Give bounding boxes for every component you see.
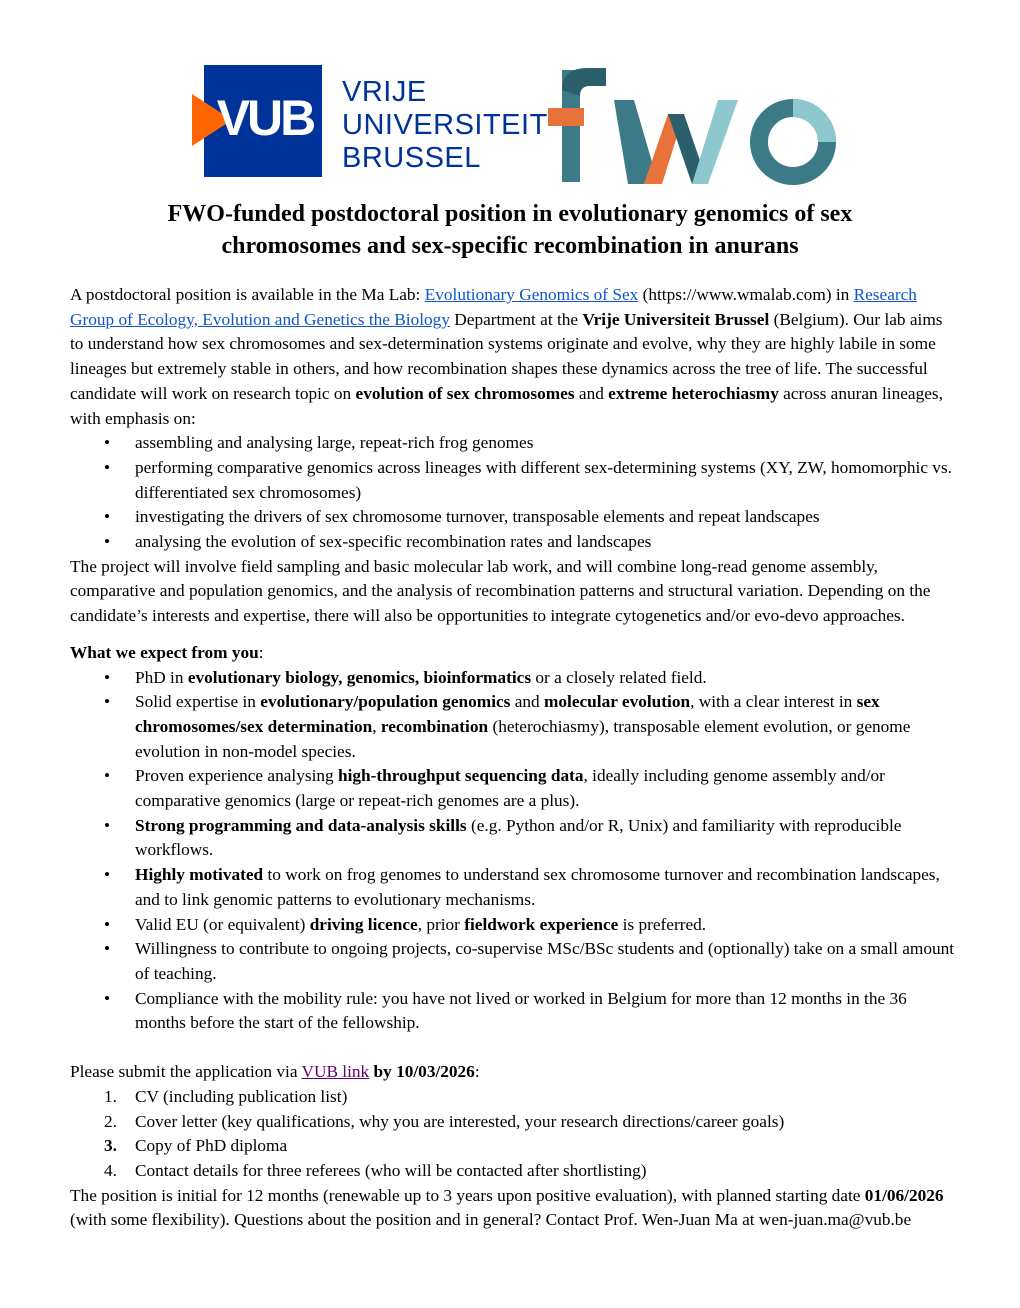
list-item: • Highly motivated to work on frog genomes to understand sex chromosome turnover and recombination landscapes, and to link genomic patterns to evolutionary mechanisms. [70,863,960,912]
fwo-logo-graphic [548,60,848,186]
list-item: • performing comparative genomics across lineages with different sex-determining systems (XY, ZW, homomorphic vs. differentiated sex chromosomes) [70,456,960,505]
expect-heading: What we expect from you: [70,642,264,662]
list-item: • assembling and analysing large, repeat-rich frog genomes [70,431,960,456]
list-item: 2. Cover letter (key qualifications, why you are interested, your research directions/career goals) [104,1111,785,1131]
fwo-w-stroke-1 [614,100,652,184]
fwo-w-stroke-4 [692,100,738,184]
list-item: • Compliance with the mobility rule: you have not lived or worked in Belgium for more than 12 months in the 36 months before the start of the fellowship. [70,987,960,1036]
list-item: • Strong programming and data-analysis skills (e.g. Python and/or R, Unix) and familiarity with reproducible workflows. [70,814,960,863]
list-item: 4. Contact details for three referees (who will be contacted after shortlisting) [104,1160,647,1180]
documents-list [70,1085,960,1184]
title-line: FWO-funded postdoctoral position in evolutionary genomics of sex [167,201,853,227]
list-item: • Proven experience analysing high-throughput sequencing data, ideally including genome assembly and/or comparative genomics (large or repeat-rich genomes are a plus). [70,764,960,813]
closing-paragraph: The position is initial for 12 months (renewable up to 3 years upon positive evaluation), with planned starting date 01/06/2026 (with some flexibility). Questions about the position and in general? Contact Prof. Wen-Juan Ma at wen-juan.ma@vub.be [70,1185,944,1230]
vub-logo-name [342,76,548,175]
lab-link[interactable]: Evolutionary Genomics of Sex [424,285,639,304]
page-title [70,198,950,262]
vub-line: UNIVERSITEIT [342,109,548,141]
list-item: • PhD in evolutionary biology, genomics, bioinformatics or a closely related field. [70,666,960,691]
list-item: • Valid EU (or equivalent) driving licence, prior fieldwork experience is preferred. [70,913,960,938]
vub-line: BRUSSEL [342,142,481,174]
list-item: • investigating the drivers of sex chromosome turnover, transposable elements and repeat landscapes [70,505,960,530]
fwo-f-bar [548,108,584,126]
list-item: • Willingness to contribute to ongoing projects, co-supervise MSc/BSc students and (optionally) take on a small amount of teaching. [70,937,960,986]
project-paragraph: The project will involve field sampling and basic molecular lab work, and will combine long-read genome assembly, comparative and population genomics, and the analysis of recombination patterns and structural variation. Depending on the candidate’s interests and expertise, there will also be opportunities to integrate cytogenetics and/or evo-devo approaches. [70,556,931,626]
list-item: 1. CV (including publication list) [104,1086,348,1106]
research-group-link[interactable]: Research Group of Ecology, Evolution and Genetics the Biology [70,285,917,329]
vub-line: VRIJE [342,76,427,108]
requirements-list [70,666,960,1037]
document-body [70,283,960,1233]
list-item: • analysing the evolution of sex-specific recombination rates and landscapes [70,530,960,555]
apply-paragraph: Please submit the application via VUB link by 10/03/2026: [70,1062,480,1082]
vub-logo [192,62,548,180]
list-item: 3. Copy of PhD diploma [104,1136,288,1156]
fwo-logo [548,60,848,186]
emphasis-list [70,431,960,555]
list-item: • Solid expertise in evolutionary/population genomics and molecular evolution, with a clear interest in sex chromosomes/sex determination, recombination (heterochiasmy), transposable element evolution, or genome evolution in non-model species. [70,690,960,764]
vub-logo-letters: VUB [216,90,314,146]
title-line: chromosomes and sex-specific recombination in anurans [221,233,799,259]
vub-application-link[interactable]: VUB link [301,1062,370,1082]
intro-paragraph: A postdoctoral position is available in the Ma Lab: Evolutionary Genomics of Sex (https://www.wmalab.com) in Research Group of Ecology, Evolution and Genetics the Biology Department at the Vrije Universiteit Brussel (Belgium). Our lab aims to understand how sex chromosomes and sex-determination systems originate and evolve, why they are highly labile in some lineages but extremely stable in others, and how recombination shapes these dynamics across the tree of life. The successful candidate will work on research topic on evolution of sex chromosomes and extreme heterochiasmy across anuran lineages, with emphasis on: [70,285,943,428]
fwo-o-accent [793,108,827,142]
